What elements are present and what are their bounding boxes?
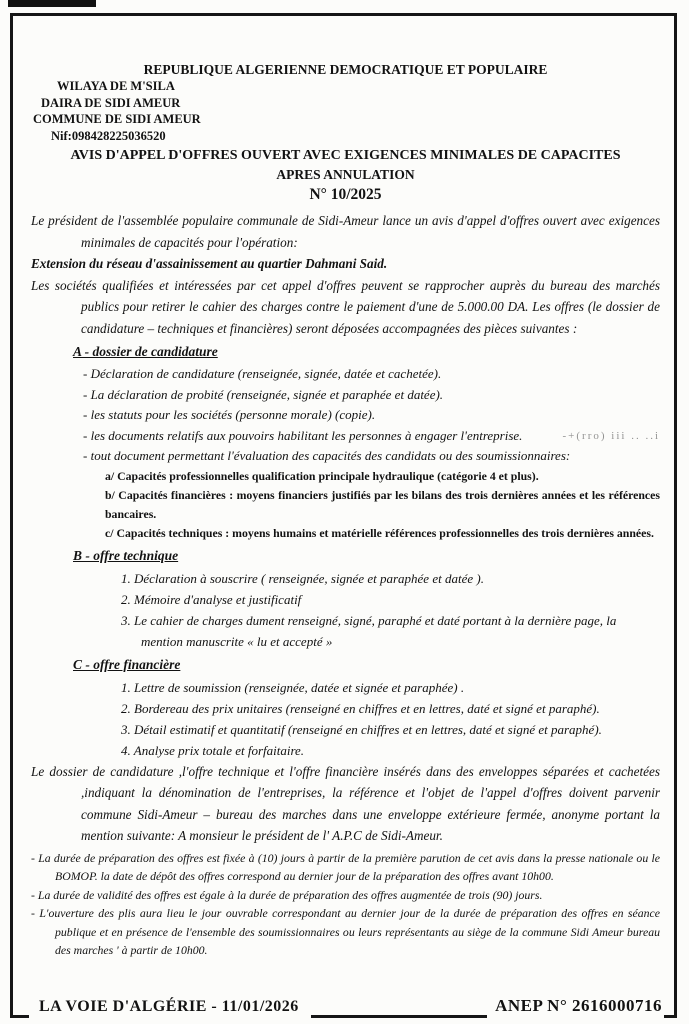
footer-border-stub-left	[13, 1015, 29, 1018]
candidature-item-3: - les statuts pour les sociétés (personne morale) (copie).	[83, 407, 376, 422]
section-a-heading: A - dossier de candidature	[73, 344, 218, 359]
footer-border-stub-right	[664, 1015, 674, 1018]
capacity-subitem-c: c/ Capacités techniques : moyens humains et matérielle références professionnelles des trois dernières années.	[105, 525, 654, 540]
capacity-subitem-a: a/ Capacités professionnelles qualification principale hydraulique (catégorie 4 et plus).	[105, 468, 539, 483]
notice-title-line1: AVIS D'APPEL D'OFFRES OUVERT AVEC EXIGENCES MINIMALES DE CAPACITES	[70, 148, 621, 163]
scan-artifact: -+(rro) iii .. ..i	[562, 429, 660, 442]
candidature-item-2: - La déclaration de probité (renseignée, signée et paraphée et datée).	[83, 386, 444, 402]
financial-offer-item-1: 1. Lettre de soumission (renseignée, datée et signée et paraphée) .	[121, 679, 465, 695]
candidature-item-4	[83, 426, 660, 447]
technical-offer-item-1: 1. Déclaration à souscrire ( renseignée, signée et paraphée et datée ).	[121, 570, 484, 586]
nif-line: Nif:098428225036520	[51, 128, 166, 143]
notice-title-line2: APRES ANNULATION	[276, 167, 415, 182]
footer-anep: ANEP N° 2616000716	[495, 996, 662, 1015]
daira-line: DAIRA DE SIDI AMEUR	[41, 95, 181, 110]
technical-offer-item-2: 2. Mémoire d'analyse et justificatif	[121, 591, 302, 607]
scan-mark	[8, 0, 96, 7]
wilaya-line: WILAYA DE M'SILA	[57, 79, 175, 93]
note-item-2: - La durée de validité des offres est égale à la durée de préparation des offres augmentée de trois (90) jours.	[31, 887, 543, 902]
retrait-paragraph: Les sociétés qualifiées et intéressées par cet appel d'offres peuvent se rapprocher auprès du bureau des marchés publics pour retirer le cahier des charges contre le paiement d'une de 5.000.00 DA. Les offres (le dossier de candidature – techniques et financières) seront déposées accompagnées des pièces suivantes :	[31, 277, 660, 336]
republic-line: REPUBLIQUE ALGERIENNE DEMOCRATIQUE ET POPULAIRE	[143, 62, 548, 77]
footer-row	[13, 984, 674, 1018]
notice-content	[13, 16, 674, 984]
financial-offer-item-3: 3. Détail estimatif et quantitatif (renseigné en chiffres et en lettres, daté et signé et paraphé).	[121, 721, 602, 737]
footer-divider-line	[311, 1015, 487, 1018]
section-b-heading: B - offre technique	[73, 547, 179, 563]
capacity-subitem-b: b/ Capacités financières : moyens financiers justifiés par les bilans des trois dernières années et les références bancaires.	[105, 487, 660, 521]
candidature-item-1: - Déclaration de candidature (renseignée, signée, datée et cachetée).	[83, 366, 442, 381]
candidature-item-4-text: - les documents relatifs aux pouvoirs habilitant les personnes à engager l'entreprise.	[83, 427, 523, 443]
candidature-item-5: - tout document permettant l'évaluation des capacités des candidats ou des soumissionnaires:	[83, 448, 571, 463]
closing-paragraph: Le dossier de candidature ,l'offre technique et l'offre financière insérés dans des enveloppes séparées et cachetées ,indiquant la dénomination de l'entreprises, la référence et l'objet de l'appel d'offres doivent parvenir commune Sidi-Ameur – bureau des marches dans une enveloppe extérieure fermée, anonyme portant la mention suivante: A monsieur le président de l' A.P.C de Sidi-Ameur.	[31, 763, 660, 843]
footer-journal: LA VOIE D'ALGÉRIE - 11/01/2026	[39, 998, 299, 1015]
technical-offer-item-3: 3. Le cahier de charges dument renseigné, signé, paraphé et daté portant à la dernière page, la mention manuscrite « lu et accepté »	[121, 612, 617, 649]
section-c-heading: C - offre financière	[73, 656, 181, 672]
commune-line: COMMUNE DE SIDI AMEUR	[33, 112, 201, 126]
notice-frame	[10, 13, 677, 1018]
note-item-3: - L'ouverture des plis aura lieu le jour ouvrable correspondant au dernier jour de la durée de préparation des offres en séance publique et en présence de l'ensemble des soumissionnaires ou leurs représentants au siège de la commune Sidi Ameur bureau des marches ' à partir de 10h00.	[31, 906, 660, 957]
notice-number: N° 10/2025	[309, 186, 382, 203]
financial-offer-item-2: 2. Bordereau des prix unitaires (renseigné en chiffres et en lettres, daté et signé et paraphé).	[121, 700, 600, 716]
notes-block	[31, 849, 660, 960]
financial-offer-item-4: 4. Analyse prix totale et forfaitaire.	[121, 742, 305, 758]
intro-paragraph: Le président de l'assemblée populaire communale de Sidi-Ameur lance un avis d'appel d'offres ouvert avec exigences minimales de capacités pour l'opération:	[31, 213, 660, 250]
note-item-1: - La durée de préparation des offres est fixée à (10) jours à partir de la première parution de cet avis dans la presse nationale ou le BOMOP. la date de dépôt des offres correspond au dernier jour de la préparation des offres avant 10h00.	[31, 850, 660, 883]
operation-line: Extension du réseau d'assainissement au quartier Dahmani Said.	[31, 256, 388, 271]
